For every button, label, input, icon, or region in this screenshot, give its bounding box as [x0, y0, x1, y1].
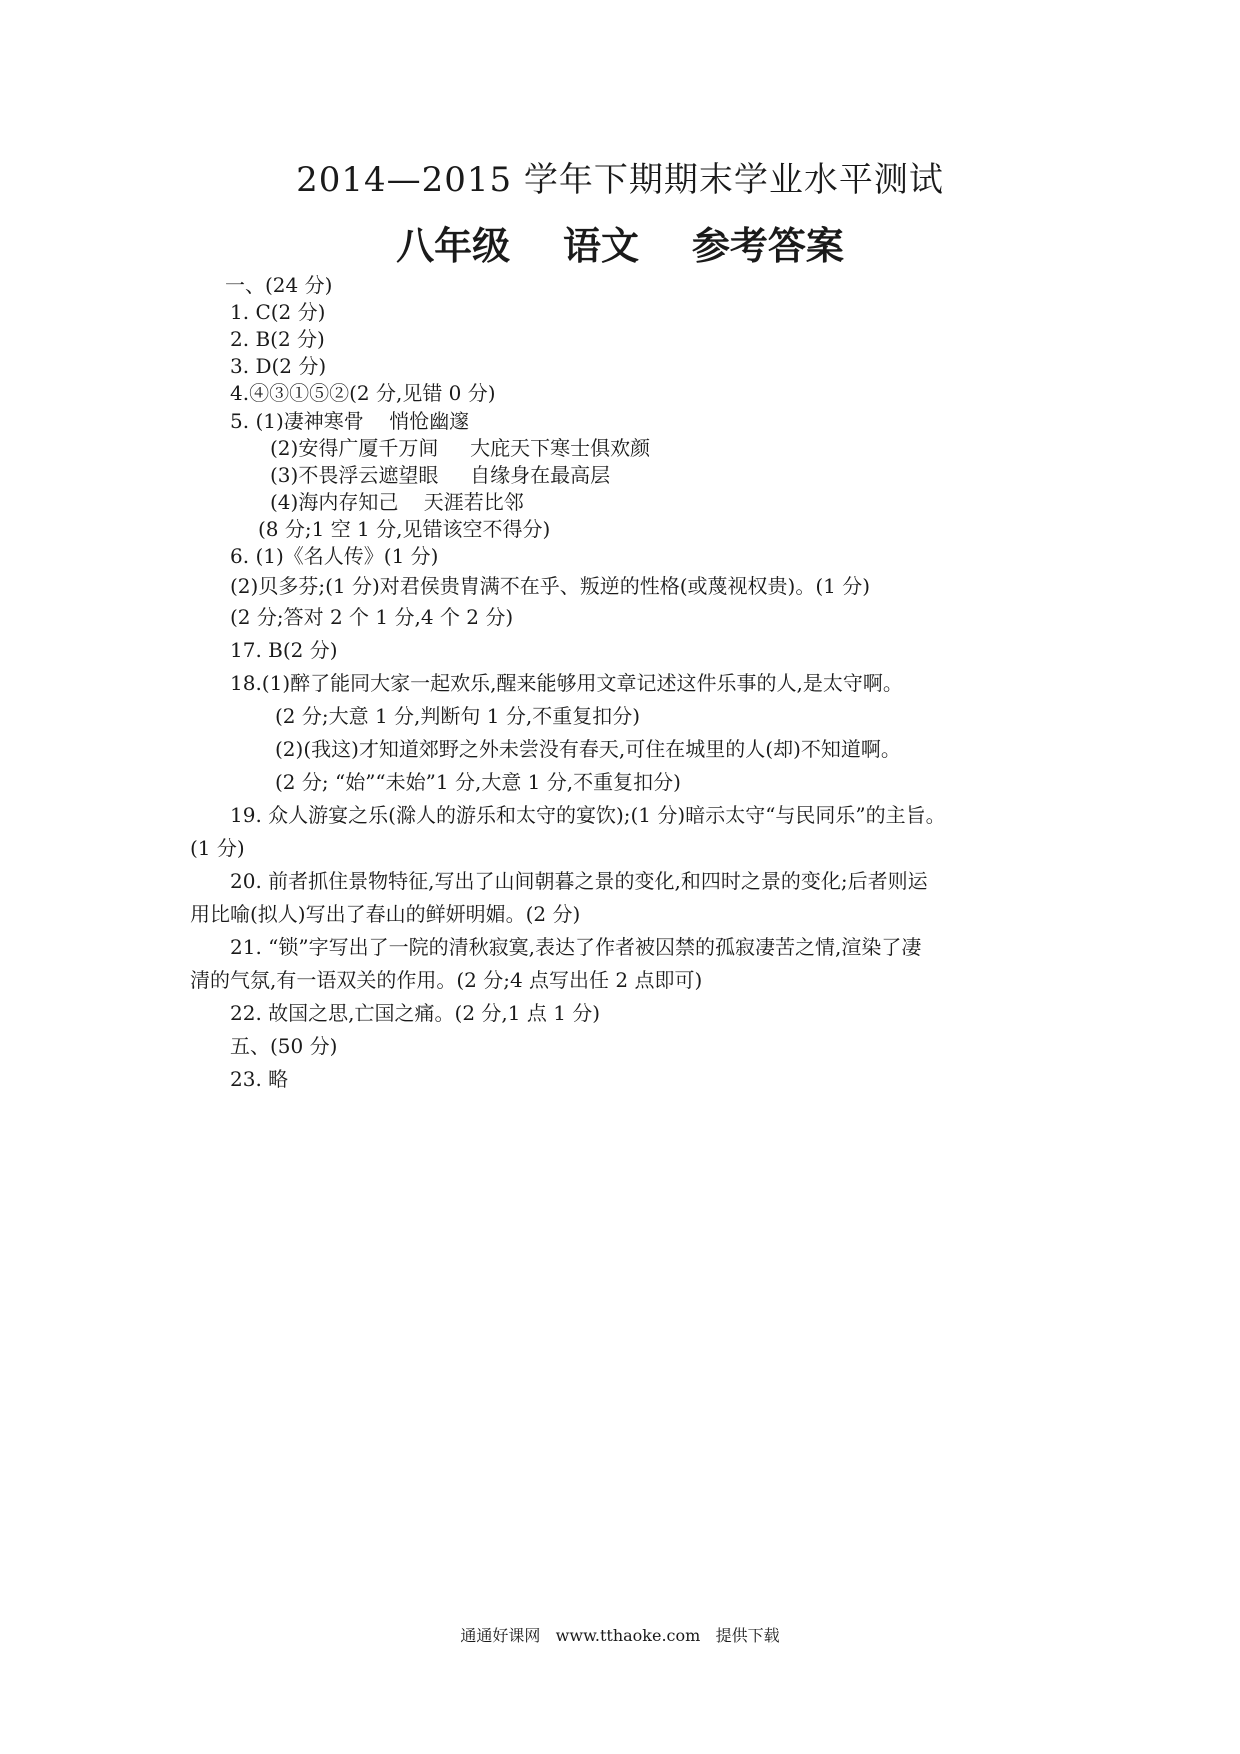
- answer-line: (3)不畏浮云遮望眼 自缘身在最高层: [270, 463, 611, 487]
- answer-line: 23. 略: [230, 1067, 289, 1091]
- answer-line: 清的气氛,有一语双关的作用。(2 分;4 点写出任 2 点即可): [190, 968, 703, 992]
- answer-line: 五、(50 分): [230, 1034, 338, 1058]
- answer-line: 18.(1)醉了能同大家一起欢乐,醒来能够用文章记述这件乐事的人,是太守啊。: [230, 671, 903, 695]
- answer-line: 3. D(2 分): [230, 354, 327, 378]
- answer-line: 一、(24 分): [225, 273, 333, 297]
- answer-line: (4)海内存知己 天涯若比邻: [270, 490, 524, 514]
- answer-line: (2 分; “始”“未始”1 分,大意 1 分,不重复扣分): [275, 770, 681, 794]
- answer-line: (2 分;大意 1 分,判断句 1 分,不重复扣分): [275, 704, 641, 728]
- document-subtitle: 八年级 语文 参考答案: [396, 224, 844, 268]
- answer-line: 19. 众人游宴之乐(滁人的游乐和太守的宴饮);(1 分)暗示太守“与民同乐”的主旨。: [230, 803, 946, 827]
- answer-line: (8 分;1 空 1 分,见错该空不得分): [258, 517, 551, 541]
- answer-line: 用比喻(拟人)写出了春山的鲜妍明媚。(2 分): [190, 902, 581, 926]
- answer-line: (2 分;答对 2 个 1 分,4 个 2 分): [230, 605, 514, 629]
- answer-line: 4.④③①⑤②(2 分,见错 0 分): [230, 381, 496, 405]
- answer-line: (2)贝多芬;(1 分)对君侯贵胄满不在乎、叛逆的性格(或蔑视权贵)。(1 分): [230, 574, 871, 598]
- answer-line: 6. (1)《名人传》(1 分): [230, 544, 439, 568]
- answer-line: 1. C(2 分): [230, 300, 326, 324]
- answer-line: 5. (1)凄神寒骨 悄怆幽邃: [230, 409, 470, 433]
- answer-line: 17. B(2 分): [230, 638, 338, 662]
- answer-line: 21. “锁”字写出了一院的清秋寂寞,表达了作者被囚禁的孤寂凄苦之情,渲染了凄: [230, 935, 922, 959]
- document-title: 2014—2015 学年下期期末学业水平测试: [296, 160, 944, 200]
- answer-line: 2. B(2 分): [230, 327, 325, 351]
- answer-line: (2)(我这)才知道郊野之外未尝没有春天,可住在城里的人(却)不知道啊。: [275, 737, 901, 761]
- page-footer: 通通好课网 www.tthaoke.com 提供下载: [460, 1626, 780, 1645]
- answer-line: (1 分): [190, 836, 245, 860]
- answer-line: 20. 前者抓住景物特征,写出了山间朝暮之景的变化,和四时之景的变化;后者则运: [230, 869, 928, 893]
- answer-line: 22. 故国之思,亡国之痛。(2 分,1 点 1 分): [230, 1001, 601, 1025]
- answer-line: (2)安得广厦千万间 大庇天下寒士俱欢颜: [270, 436, 651, 460]
